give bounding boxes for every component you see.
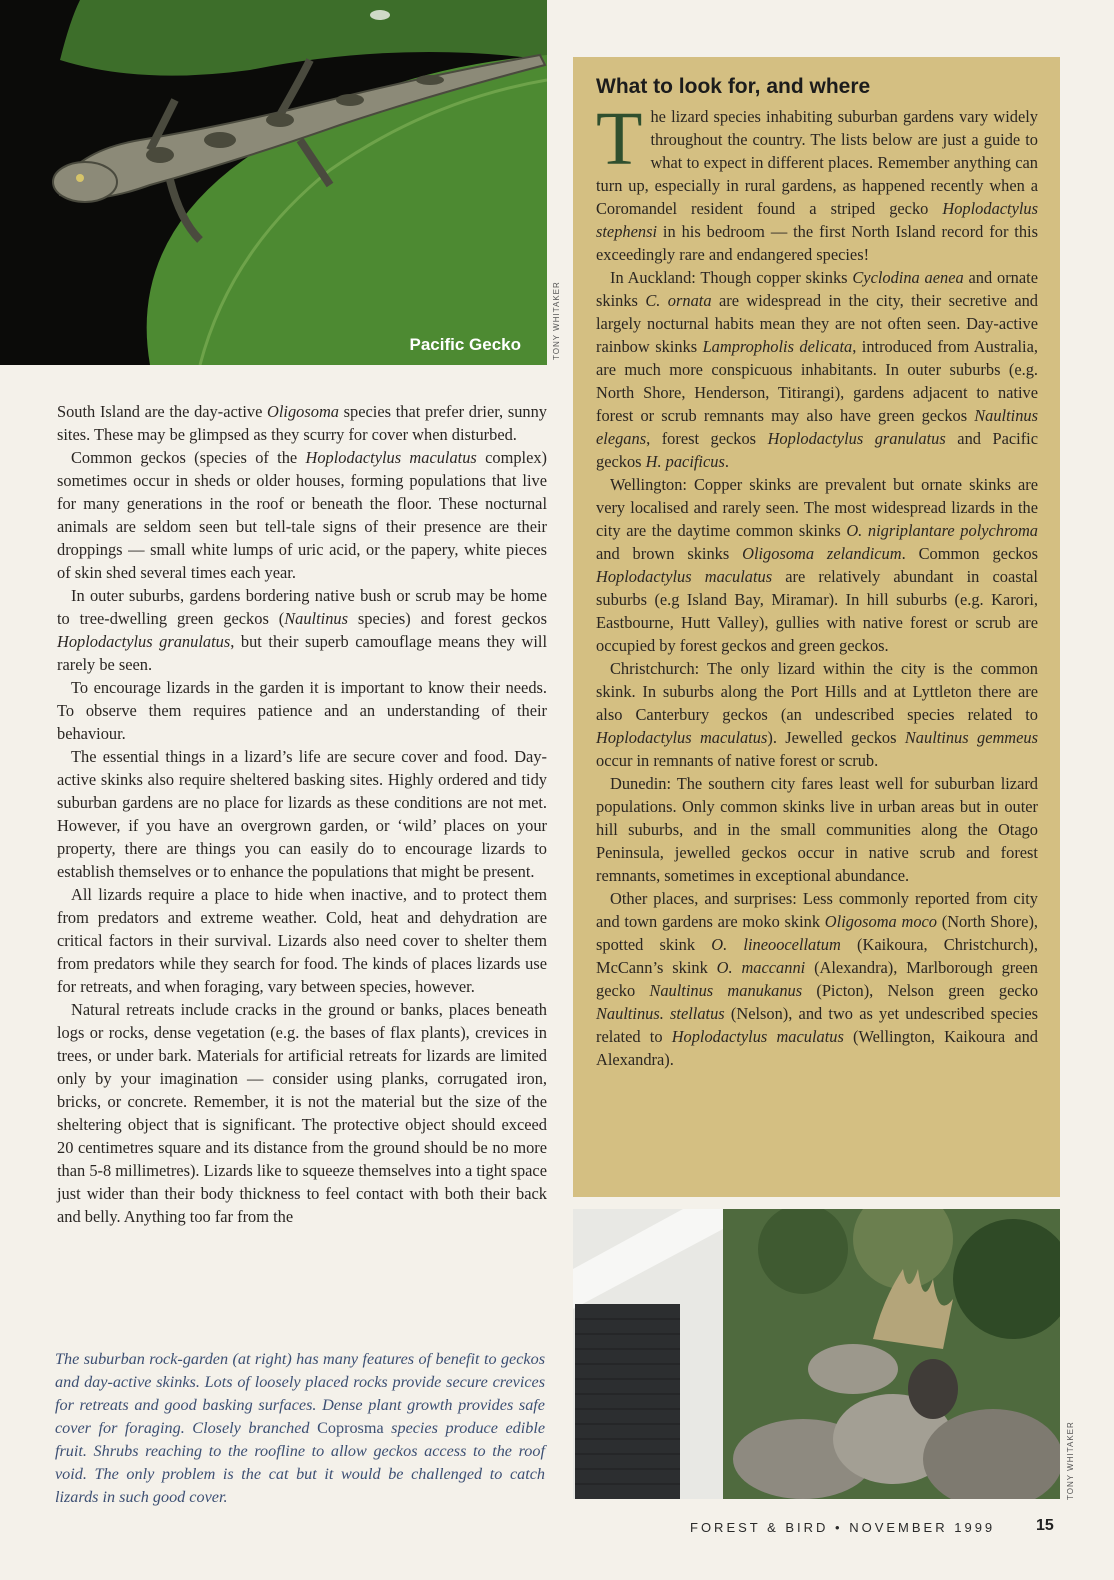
sidebar-title: What to look for, and where — [596, 75, 871, 98]
paragraph: Common geckos (species of the Hoplodactylus maculatus complex) sometimes occur in sheds or older houses, forming populations that live for many generations in the roof or beneath the floor. These nocturnal animals are seldom seen but tell-tale signs of their presence are their droppings — small white lumps of uric acid, or the papery, white pieces of skin shed several times each year. — [57, 448, 547, 582]
left-column-text — [57, 400, 547, 1228]
gecko-photo-credit: TONY WHITAKER — [552, 281, 561, 360]
rock-garden-caption: The suburban rock-garden (at right) has many features of benefit to geckos and day-active skinks. Lots of loosely placed rocks provide secure crevices for retreats and good basking surfaces. Dense plant growth provides safe cover for foraging. Closely branched Coprosma species produce edible fruit. Shrubs reaching to the roofline to allow geckos access to the roof void. The only problem is the cat but it would be challenged to catch lizards in such good cover. — [55, 1350, 545, 1506]
gecko-illustration — [0, 0, 547, 365]
sidebar-christchurch: Christchurch: The only lizard within the city is the common skink. In suburbs along the Port Hills and at Lyttleton there are also Canterbury geckos (an undescribed species related to Hoplodactylus maculatus). Jewelled geckos Naultinus gemmeus occur in remnants of native forest or scrub. — [596, 659, 1038, 770]
sidebar-auckland: In Auckland: Though copper skinks Cyclodina aenea and ornate skinks C. ornata are widespread in the city, their secretive and largely nocturnal habits mean they are not often seen. Day-active rainbow skinks Lampropholis delicata, introduced from Australia, are much more conspicuous inhabitants. In outer suburbs (e.g. North Shore, Henderson, Titirangi), gardens adjacent to native forest or scrub remnants may also have green geckos Naultinus elegans, forest geckos Hoplodactylus granulatus and Pacific geckos H. pacificus. — [596, 268, 1038, 471]
sidebar-what-to-look-for — [573, 57, 1060, 1197]
gecko-photo-caption: Pacific Gecko — [409, 335, 521, 354]
magazine-footer: FOREST & BIRD • NOVEMBER 1999 — [690, 1520, 996, 1535]
rock-garden-photo — [573, 1209, 1060, 1499]
drop-cap: T — [596, 97, 643, 181]
paragraph: To encourage lizards in the garden it is important to know their needs. To observe them requires patience and an understanding of their behaviour. — [57, 678, 547, 743]
paragraph: All lizards require a place to hide when inactive, and to protect them from predators and extreme weather. Cold, heat and dehydration are critical factors in their survival. Lizards also need cover to shelter them from predators while they search for food. The kinds of places lizards use for retreats, and when foraging, vary between species, however. — [57, 885, 547, 996]
paragraph: Natural retreats include cracks in the ground or banks, places beneath logs or rocks, dense vegetation (e.g. the bases of flax plants), crevices in trees, or under bark. Materials for artificial retreats for lizards are limited only by your imagination — consider using planks, corrugated iron, bricks, or concrete. Remember, it is not the material but the size of the sheltering object that is significant. The protective object should exceed 20 centimetres square and its distance from the ground should be no more than 5-8 millimetres). Lizards like to squeeze themselves into a tight space just wider than their body thickness to feel contact with both their back and belly. Anything too far from the — [57, 1000, 547, 1226]
sidebar-wellington: Wellington: Copper skinks are prevalent but ornate skinks are very localised and rarely seen. The most widespread lizards in the city are the daytime common skinks O. nigriplantare polychroma and brown skinks Oligosoma zelandicum. Common geckos Hoplodactylus maculatus are relatively abundant in coastal suburbs (e.g Island Bay, Miramar). In hill suburbs (e.g. Karori, Eastbourne, Hutt Valley), gullies with native forest or scrub are occupied by forest geckos and green geckos. — [596, 475, 1038, 655]
page-number: 15 — [1036, 1517, 1054, 1534]
sidebar-intro: The lizard species inhabiting suburban gardens vary widely throughout the country. The lists below are just a guide to what to expect in different places. Remember anything can turn up, especially in rural gardens, as happened recently when a Coromandel resident found a striped gecko Hoplodactylus stephensi in his bedroom — the first North Island record for this exceedingly rare and endangered species! — [596, 97, 1038, 264]
garden-photo-credit: TONY WHITAKER — [1066, 1421, 1075, 1500]
garden-illustration — [573, 1209, 1060, 1499]
paragraph: The essential things in a lizard’s life are secure cover and food. Day-active skinks also require sheltered basking sites. Highly ordered and tidy suburban gardens are no place for lizards as these conditions are not met. However, if you have an overgrown garden, or ‘wild’ places on your property, there are things you can easily do to encourage lizards to establish themselves or to enhance the populations that might be present. — [57, 747, 547, 881]
sidebar-dunedin: Dunedin: The southern city fares least well for suburban lizard populations. Only common skinks live in urban areas but in outer hill suburbs, and in the small communities along the Otago Peninsula, jewelled geckos occur in native scrub and forest remnants, sometimes in exceptional abundance. — [596, 774, 1038, 885]
paragraph: In outer suburbs, gardens bordering native bush or scrub may be home to tree-dwelling green geckos (Naultinus species) and forest geckos Hoplodactylus granulatus, but their superb camouflage means they will rarely be seen. — [57, 586, 548, 674]
sidebar-other: Other places, and surprises: Less commonly reported from city and town gardens are moko skink Oligosoma moco (North Shore), spotted skink O. lineoocellatum (Kaikoura, Christchurch), McCann’s skink O. maccanni (Alexandra), Marlborough green gecko Naultinus manukanus (Picton), Nelson green gecko Naultinus. stellatus (Nelson), and two as yet undescribed species related to Hoplodactylus maculatus (Wellington, Kaikoura and Alexandra). — [596, 889, 1039, 1069]
pacific-gecko-photo — [0, 0, 547, 365]
paragraph: South Island are the day-active Oligosoma species that prefer drier, sunny sites. These may be glimpsed as they scurry for cover when disturbed. — [57, 402, 547, 444]
